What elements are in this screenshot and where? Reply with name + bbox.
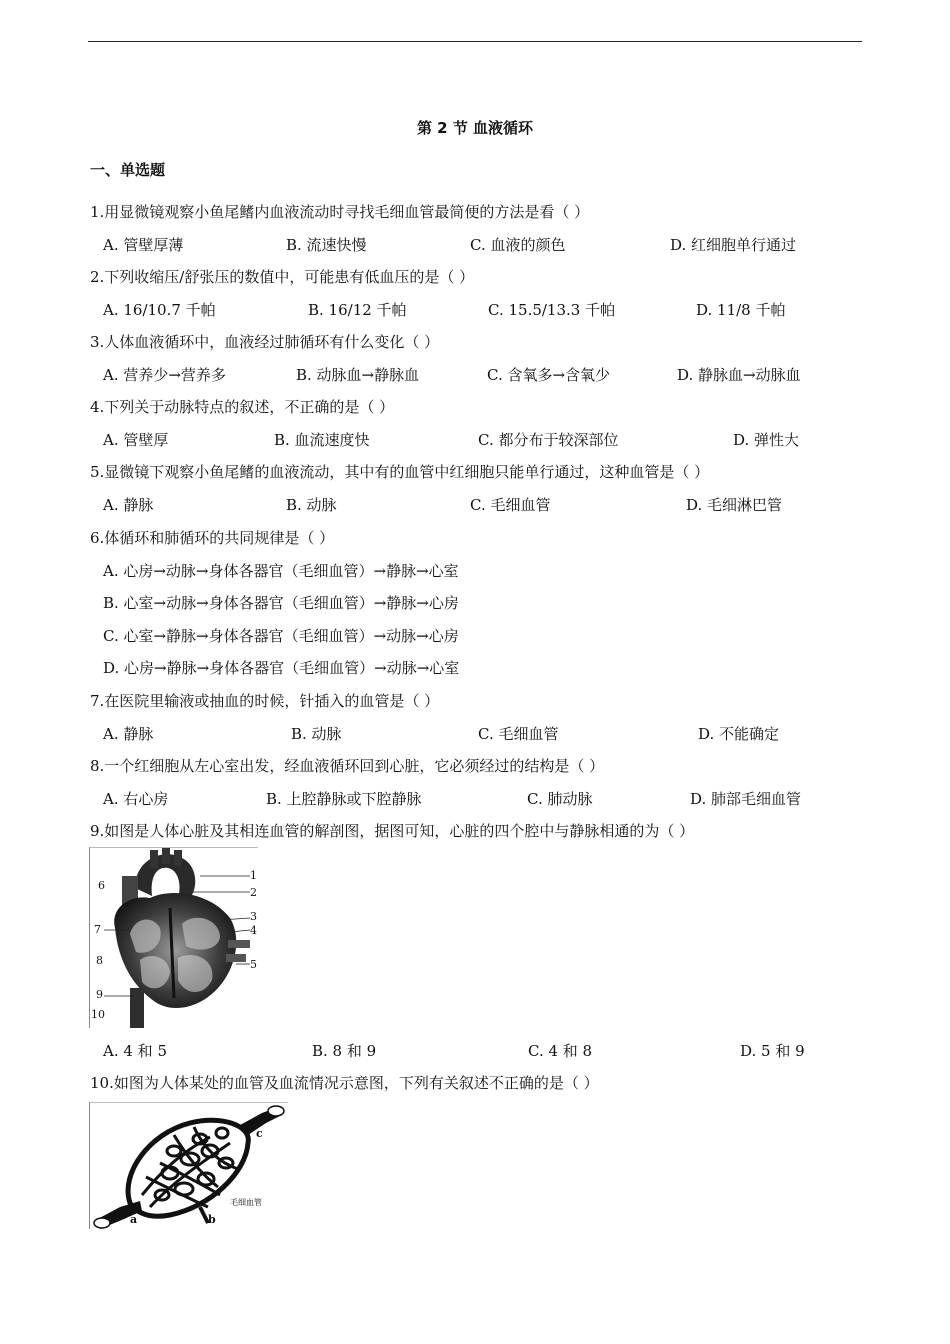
- q3-option-a[interactable]: A. 营养少→营养多: [103, 366, 226, 384]
- q4-option-b[interactable]: B. 血流速度快: [274, 431, 370, 449]
- q6-option-c[interactable]: C. 心室→静脉→身体各器官（毛细血管）→动脉→心房: [103, 627, 459, 645]
- q6-option-b[interactable]: B. 心室→动脉→身体各器官（毛细血管）→静脉→心房: [103, 594, 459, 612]
- q2-option-d[interactable]: D. 11/8 千帕: [696, 301, 786, 319]
- q1-option-c[interactable]: C. 血液的颜色: [470, 236, 566, 254]
- q5-option-d[interactable]: D. 毛细淋巴管: [686, 496, 783, 514]
- vessel-label-capillary: 毛细血管: [230, 1198, 262, 1207]
- q6-option-a[interactable]: A. 心房→动脉→身体各器官（毛细血管）→静脉→心室: [103, 562, 459, 580]
- question-4: 4.下列关于动脉特点的叙述，不正确的是（ ）: [90, 398, 395, 416]
- vessel-label-a: a: [130, 1213, 138, 1226]
- heart-label-3: 3: [250, 910, 257, 923]
- question-5: 5.显微镜下观察小鱼尾鳍的血液流动，其中有的血管中红细胞只能单行通过，这种血管是（ ）: [90, 463, 710, 481]
- q4-option-d[interactable]: D. 弹性大: [733, 431, 800, 449]
- heart-label-8: 8: [96, 954, 103, 967]
- vessel-diagram: [89, 1102, 288, 1229]
- q7-option-b[interactable]: B. 动脉: [291, 725, 342, 743]
- q2-option-c[interactable]: C. 15.5/13.3 千帕: [488, 301, 616, 319]
- heart-label-5: 5: [250, 958, 257, 971]
- q8-option-d[interactable]: D. 肺部毛细血管: [690, 790, 802, 808]
- heart-label-7: 7: [94, 923, 101, 936]
- heart-diagram: [89, 847, 258, 1028]
- q3-option-d[interactable]: D. 静脉血→动脉血: [677, 366, 801, 384]
- question-10: 10.如图为人体某处的血管及血流情况示意图，下列有关叙述不正确的是（ ）: [90, 1074, 599, 1092]
- page-title: 第 2 节 血液循环: [416, 119, 534, 137]
- vessel-label-c: c: [256, 1127, 263, 1140]
- q7-option-d[interactable]: D. 不能确定: [698, 725, 780, 743]
- q7-option-a[interactable]: A. 静脉: [103, 725, 154, 743]
- heart-label-2: 2: [250, 886, 257, 899]
- q4-option-c[interactable]: C. 都分布于较深部位: [478, 431, 619, 449]
- q1-option-b[interactable]: B. 流速快慢: [286, 236, 367, 254]
- q3-option-b[interactable]: B. 动脉血→静脉血: [296, 366, 420, 384]
- section-heading: 一、单选题: [90, 161, 166, 179]
- q1-option-a[interactable]: A. 管壁厚薄: [103, 236, 184, 254]
- q8-option-b[interactable]: B. 上腔静脉或下腔静脉: [266, 790, 422, 808]
- q6-option-d[interactable]: D. 心房→静脉→身体各器官（毛细血管）→动脉→心室: [103, 659, 460, 677]
- question-3: 3.人体血液循环中，血液经过肺循环有什么变化（ ）: [90, 333, 440, 351]
- q7-option-c[interactable]: C. 毛细血管: [478, 725, 559, 743]
- question-7: 7.在医院里输液或抽血的时候，针插入的血管是（ ）: [90, 692, 440, 710]
- q9-option-a[interactable]: A. 4 和 5: [103, 1042, 167, 1060]
- heart-label-9: 9: [96, 988, 103, 1001]
- question-8: 8.一个红细胞从左心室出发，经血液循环回到心脏，它必须经过的结构是（ ）: [90, 757, 605, 775]
- heart-label-1: 1: [250, 869, 257, 882]
- q3-option-c[interactable]: C. 含氧多→含氧少: [487, 366, 611, 384]
- heart-label-6: 6: [98, 879, 105, 892]
- q8-option-a[interactable]: A. 右心房: [103, 790, 169, 808]
- q8-option-c[interactable]: C. 肺动脉: [527, 790, 593, 808]
- heart-label-4: 4: [250, 924, 257, 937]
- q5-option-c[interactable]: C. 毛细血管: [470, 496, 551, 514]
- q5-option-a[interactable]: A. 静脉: [103, 496, 154, 514]
- q9-option-b[interactable]: B. 8 和 9: [312, 1042, 377, 1060]
- question-1: 1.用显微镜观察小鱼尾鳍内血液流动时寻找毛细血管最简便的方法是看（ ）: [90, 203, 590, 221]
- vessel-label-b: b: [208, 1213, 216, 1226]
- q9-option-c[interactable]: C. 4 和 8: [528, 1042, 593, 1060]
- q9-option-d[interactable]: D. 5 和 9: [740, 1042, 805, 1060]
- question-2: 2.下列收缩压/舒张压的数值中，可能患有低血压的是（ ）: [90, 268, 475, 286]
- question-9: 9.如图是人体心脏及其相连血管的解剖图，据图可知，心脏的四个腔中与静脉相通的为（ ）: [90, 822, 695, 840]
- q4-option-a[interactable]: A. 管壁厚: [103, 431, 169, 449]
- q2-option-a[interactable]: A. 16/10.7 千帕: [103, 301, 216, 319]
- heart-label-10: 10: [91, 1008, 105, 1021]
- q1-option-d[interactable]: D. 红细胞单行通过: [670, 236, 797, 254]
- question-6: 6.体循环和肺循环的共同规律是（ ）: [90, 529, 335, 547]
- capillary-network-illustration: [90, 1103, 288, 1229]
- heart-illustration: [90, 848, 258, 1028]
- q2-option-b[interactable]: B. 16/12 千帕: [308, 301, 407, 319]
- q5-option-b[interactable]: B. 动脉: [286, 496, 337, 514]
- header-rule: [88, 41, 862, 42]
